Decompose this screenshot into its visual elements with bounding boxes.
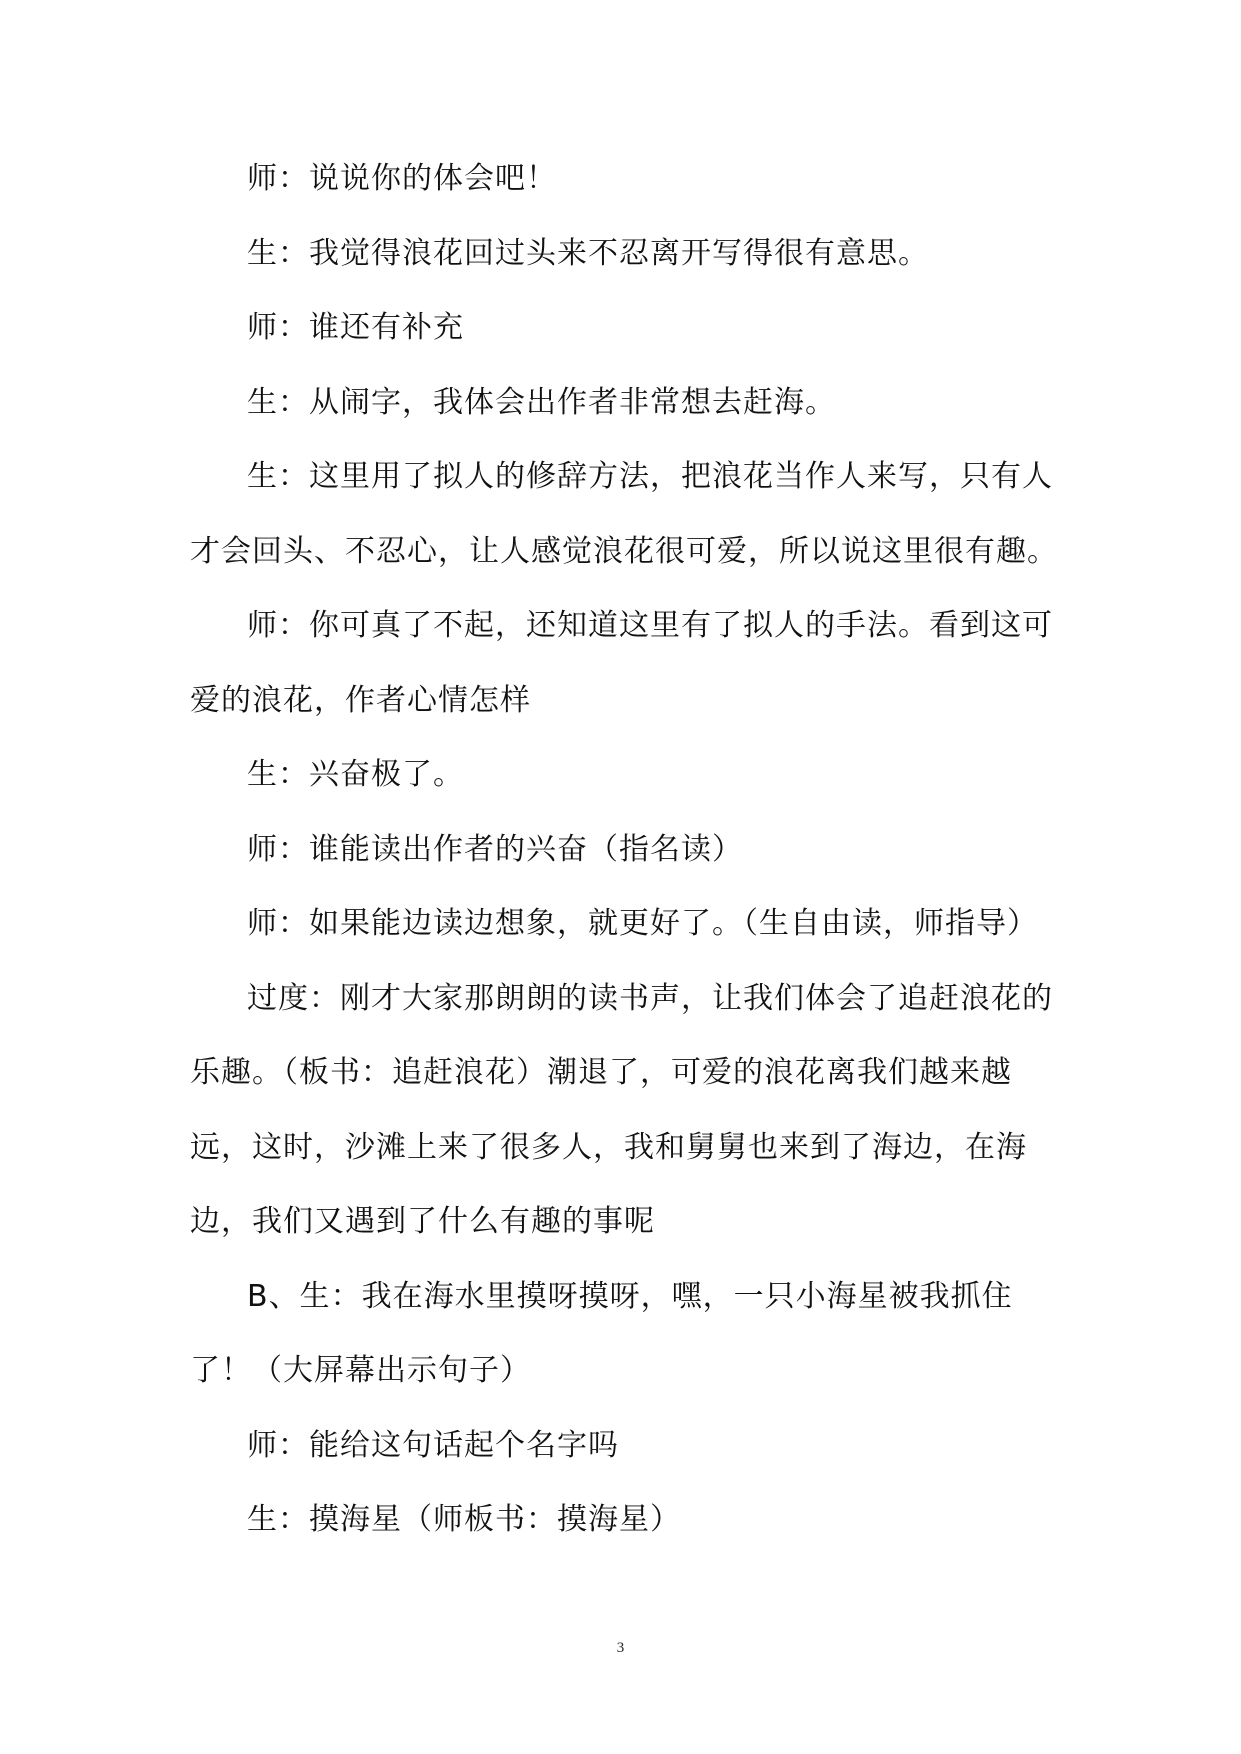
paragraph-teacher-guide: 师：如果能边读边想象，就更好了。（生自由读，师指导）	[247, 906, 1038, 941]
paragraph-transition: 过度：刚才大家那朗朗的读书声，让我们体会了追赶浪花的乐趣。（板书：追赶浪花）潮退了，可爱的浪花离我们越来越远，这时，沙滩上来了很多人，我和舅舅也来到了海边，在海边，我们又遇到了什么有趣的事呢	[190, 980, 1053, 1239]
paragraph-teacher-praise: 师：你可真了不起，还知道这里有了拟人的手法。看到这可爱的浪花，作者心情怎样	[190, 608, 1053, 718]
paragraph-teacher-followup: 师：谁还有补充	[247, 310, 464, 345]
paragraph-teacher-name: 师：能给这句话起个名字吗	[247, 1427, 619, 1463]
paragraph-student-answer-3: 生：这里用了拟人的修辞方法，把浪花当作人来写，只有人才会回头、不忍心，让人感觉浪花很可爱，所以说这里很有趣。	[190, 459, 1058, 569]
paragraph-teacher-prompt: 师：说说你的体会吧！	[247, 161, 557, 196]
paragraph-student-answer-2: 生：从闹字，我体会出作者非常想去赶海。	[247, 384, 836, 420]
paragraph-student-answer-5: 生：摸海星（师板书：摸海星）	[247, 1502, 681, 1537]
page-number: 3	[616, 1640, 625, 1656]
document-body	[190, 142, 1060, 1558]
paragraph-student-answer-4: 生：兴奋极了。	[247, 757, 464, 792]
paragraph-student-answer-1: 生：我觉得浪花回过头来不忍离开写得很有意思。	[247, 235, 929, 271]
paragraph-teacher-read: 师：谁能读出作者的兴奋（指名读）	[247, 831, 743, 867]
paragraph-student-b: B、生：我在海水里摸呀摸呀，嘿，一只小海星被我抓住了！（大屏幕出示句子）	[190, 1278, 1013, 1388]
